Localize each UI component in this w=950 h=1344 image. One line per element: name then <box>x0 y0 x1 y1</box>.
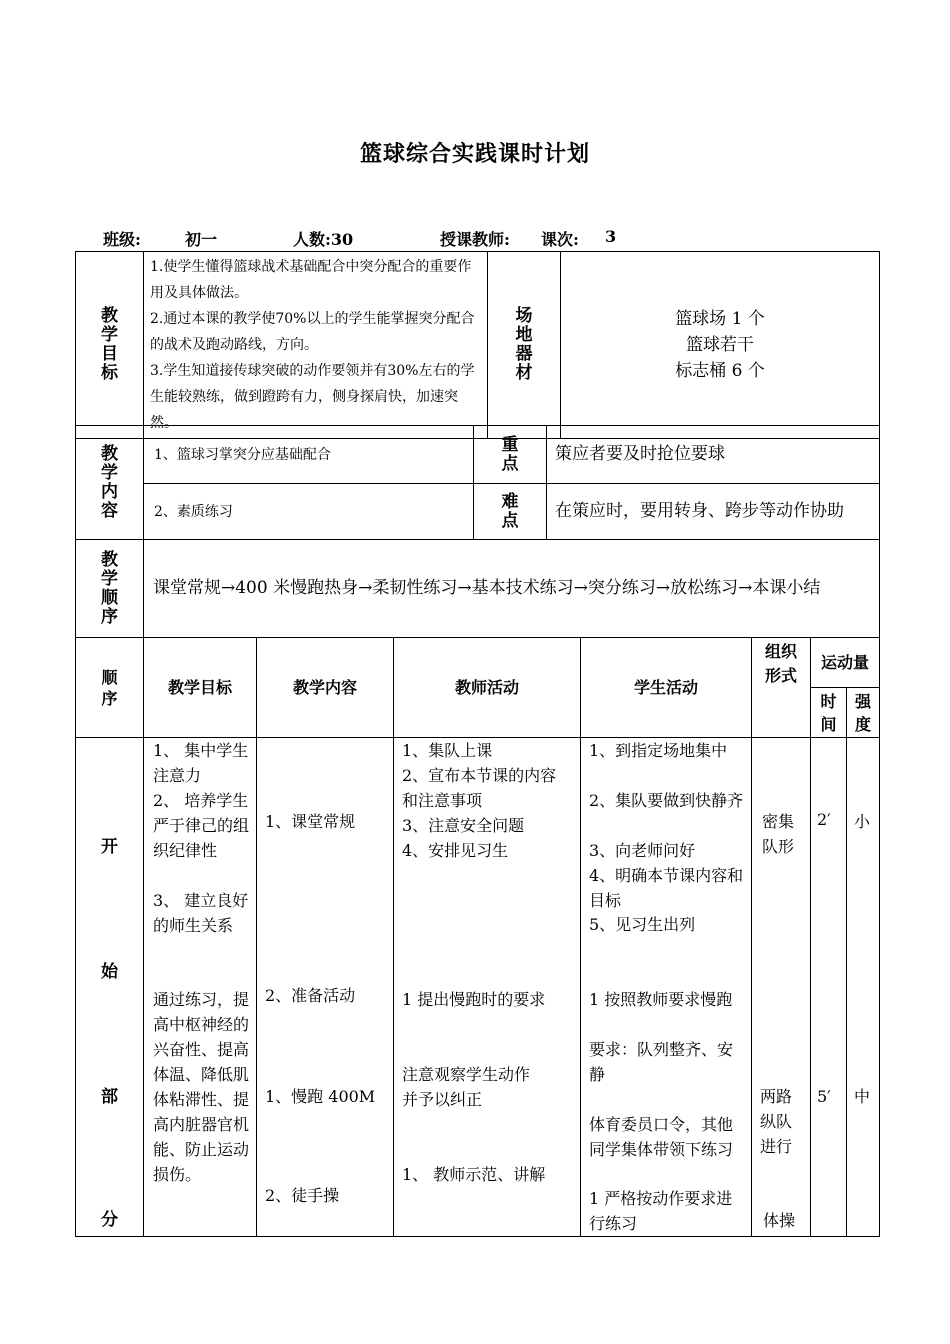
content-table <box>75 425 880 540</box>
teacher-item: 注意观察学生动作并予以纠正 <box>402 1065 531 1109</box>
teacher-item: 1 提出慢跑时的要求 <box>402 990 546 1009</box>
plan-table <box>75 637 880 1237</box>
order-text: 课堂常规→400 米慢跑热身→柔韧性练习→基本技术练习→突分练习→放松练习→本课小结 <box>144 540 880 638</box>
col-teacher: 教师活动 <box>394 638 581 738</box>
goals-table <box>75 251 880 439</box>
intensity-value: 中 <box>854 1087 871 1106</box>
section-char: 始 <box>101 962 118 982</box>
teacher-label: 授课教师: <box>440 230 510 249</box>
section-goals-cell <box>144 738 257 1237</box>
teacher-item: 4、安排见习生 <box>402 841 509 860</box>
col-goal: 教学目标 <box>144 638 257 738</box>
goal-item: 3、 建立良好的师生关系 <box>153 891 249 935</box>
col-load: 运动量 <box>811 638 880 688</box>
goal-item: 1.使学生懂得篮球战术基础配合中突分配合的重要作用及具体做法。 <box>150 259 472 301</box>
section-content-cell <box>257 738 394 1237</box>
col-org: 组织形式 <box>752 638 811 738</box>
student-item: 3、向老师问好 <box>589 841 696 860</box>
student-item: 1 严格按动作要求进行练习 <box>589 1189 733 1233</box>
org-item: 密集队形 <box>762 812 795 856</box>
section-student-cell <box>581 738 752 1237</box>
venue-header: 场地器材 <box>488 252 561 439</box>
teacher-item: 2、宣布本节课的内容和注意事项 <box>402 766 557 810</box>
col-content: 教学内容 <box>257 638 394 738</box>
content-item: 2、准备活动 <box>265 986 356 1005</box>
key-point-text: 策应者要及时抢位要球 <box>547 426 880 484</box>
goal-item: 通过练习，提高中枢神经的兴奋性、提高体温、降低肌体粘滞性、提高内脏器官机能、防止运动损伤。 <box>153 990 250 1184</box>
section-teacher-cell <box>394 738 581 1237</box>
col-seq: 顺序 <box>76 638 144 738</box>
difficulty-label: 难点 <box>474 484 547 540</box>
section-char: 分 <box>101 1210 118 1230</box>
time-value: 5′ <box>817 1087 831 1106</box>
content-item: 1、课堂常规 <box>265 812 356 831</box>
org-item: 体操 <box>763 1211 796 1230</box>
col-student: 学生活动 <box>581 638 752 738</box>
lesson-label: 课次: <box>541 230 579 249</box>
time-value: 2′ <box>817 810 831 829</box>
order-header: 教学顺序 <box>76 540 144 638</box>
content-item: 1、慢跑 400M <box>265 1087 376 1106</box>
content-item-1: 1、篮球习掌突分应基础配合 <box>144 426 474 484</box>
goal-item: 2、 培养学生严于律己的组织纪律性 <box>153 791 250 860</box>
goal-item: 1、 集中学生注意力 <box>153 741 249 785</box>
student-item: 1、到指定场地集中 <box>589 741 728 760</box>
section-name-cell <box>76 738 144 1237</box>
section-intensity-cell <box>847 738 880 1237</box>
student-item: 要求：队列整齐、安静 <box>589 1040 734 1084</box>
student-count: 人数:30 <box>293 230 354 249</box>
goal-item: 2.通过本课的教学使70%以上的学生能掌握突分配合的战术及跑动路线，方向。 <box>150 311 475 353</box>
goal-item: 3.学生知道接传球突破的动作要领并有30%左右的学生能较熟练，做到蹬跨有力，侧身探肩快，加速突然。 <box>150 363 475 431</box>
venue-list <box>561 252 880 439</box>
org-item: 两路纵队进行 <box>760 1087 793 1156</box>
teacher-item: 1、集队上课 <box>402 741 493 760</box>
student-item: 5、见习生出列 <box>589 915 696 934</box>
teacher-item: 3、注意安全问题 <box>402 816 525 835</box>
student-item: 体育委员口令，其他同学集体带领下练习 <box>589 1115 734 1159</box>
venue-item: 标志桶 6 个 <box>675 361 765 381</box>
section-time-cell <box>811 738 847 1237</box>
key-point-label: 重点 <box>474 426 547 484</box>
goals-list <box>144 252 488 439</box>
content-header: 教学内容 <box>76 426 144 540</box>
class-label: 班级: <box>103 230 141 249</box>
teacher-item: 1、 教师示范、讲解 <box>402 1165 546 1184</box>
student-item: 4、明确本节课内容和目标 <box>589 866 744 910</box>
content-item: 2、徒手操 <box>265 1186 340 1205</box>
student-item: 2、集队要做到快静齐 <box>589 791 744 810</box>
section-char: 开 <box>101 837 118 857</box>
class-value: 初一 <box>185 230 218 249</box>
col-intensity: 强度 <box>847 688 880 738</box>
venue-item: 篮球场 1 个 <box>675 309 765 329</box>
document-title: 篮球综合实践课时计划 <box>359 141 590 167</box>
section-char: 部 <box>101 1087 118 1107</box>
goals-header: 教学目标 <box>76 252 144 439</box>
content-item-2: 2、素质练习 <box>144 484 474 540</box>
order-table <box>75 539 880 638</box>
lesson-value: 3 <box>605 227 617 246</box>
student-item: 1 按照教师要求慢跑 <box>589 990 733 1009</box>
col-time: 时间 <box>811 688 847 738</box>
section-org-cell <box>752 738 811 1237</box>
difficulty-text: 在策应时，要用转身、跨步等动作协助 <box>547 484 880 540</box>
venue-item: 篮球若干 <box>686 335 754 355</box>
intensity-value: 小 <box>854 812 871 831</box>
